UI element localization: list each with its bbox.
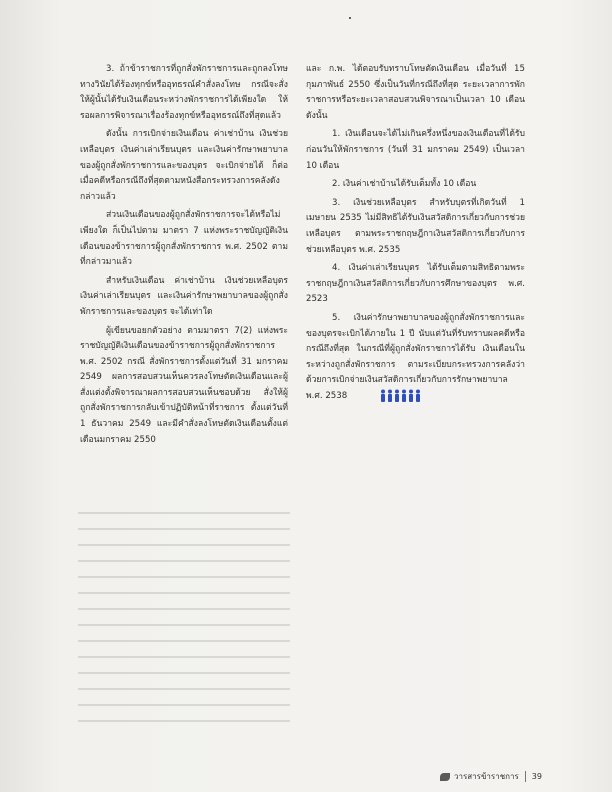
journal-logo-icon: [440, 773, 450, 781]
left-paragraph-3: ส่วนเงินเดือนของผู้ถูกสั่งพักราชการจะได้หรือไม่เพียงใด ก็เป็นไปตาม มาตรา 7 แห่งพระราชบัญญัติเงินเดือนของข้าราชการผู้ถูกสั่งพักราชการ พ.ศ. 2502 ตามที่กล่าวมาแล้ว: [80, 210, 288, 268]
binding-dot: [349, 17, 351, 19]
left-paragraph-2: ดังนั้น การเบิกจ่ายเงินเดือน ค่าเช่าบ้าน เงินช่วยเหลือบุตร เงินค่าเล่าเรียนบุตร และเงินค่ารักษาพยาบาลของผู้ถูกสั่งพักราชการและของบุตร จะเบิกจ่ายได้ ก็ต่อเมื่อคดีหรือกรณีถึงที่สุดตามหนังสือกระทรวงการคลังดังกล่าวแล้ว: [80, 129, 288, 202]
left-paragraph-5: ผู้เขียนขอยกตัวอย่าง ตามมาตรา 7(2) แห่งพระราชบัญญัติเงินเดือนของข้าราชการผู้ถูกสั่งพักราชการ พ.ศ. 2502 กรณี สั่งพักราชการตั้งแต่วันที่ 31 มกราคม 2549 ผลการสอบสวนเห็นควรลงโทษตัดเงินเดือนและผู้สั่งแต่งตั้งพิจารณาผลการสอบสวนเห็นชอบด้วย สั่งให้ผู้ถูกสั่งพักราชการกลับเข้าปฏิบัติหน้าที่ราชการ ตั้งแต่วันที่ 1 ธันวาคม 2549 และมีคำสั่งลงโทษตัดเงินเดือนตั้งแต่เดือนมกราคม 2550: [80, 325, 288, 445]
page-footer: [440, 770, 542, 783]
right-item-3: 3. เงินช่วยเหลือบุตร สำหรับบุตรที่เกิดวันที่ 1 เมษายน 2535 ไม่มีสิทธิได้รับเงินสวัสดิการเกี่ยวกับการช่วยเหลือบุตร ตามพระราชกฤษฎีกาเงินสวัสดิการเกี่ยวกับการช่วยเหลือบุตร พ.ศ. 2535: [306, 197, 525, 255]
right-item-2: 2. เงินค่าเช่าบ้านได้รับเต็มทั้ง 10 เดือน: [332, 179, 477, 190]
left-column: [80, 62, 288, 451]
right-paragraph-1: และ ก.พ. ได้ตอบรับทราบโทษตัดเงินเดือน เมื่อวันที่ 15 กุมภาพันธ์ 2550 ซึ่งเป็นวันที่กรณีถึงที่สุด ระยะเวลาการพักราชการหรือระยะเวลาสอบสวนพิจารณาเป็นเวลา 10 เดือน ดังนั้น: [306, 64, 525, 121]
left-paragraph-4: สำหรับเงินเดือน ค่าเช่าบ้าน เงินช่วยเหลือบุตร เงินค่าเล่าเรียนบุตร และเงินค่ารักษาพยาบาลของผู้ถูกสั่งพักราชการและของบุตร จะได้เท่าใด: [80, 275, 288, 317]
right-item-5: [306, 311, 525, 405]
show-through-text: [78, 512, 290, 742]
right-item-5-text: 5. เงินค่ารักษาพยาบาลของผู้ถูกสั่งพักราชการและของบุตรจะเบิกได้ภายใน 1 ปี นับแต่วันที่รับทราบผลคดีหรือกรณีถึงที่สุด ในกรณีที่ผู้ถูกสั่งพักราชการได้รับ เงินเดือนในระหว่างถูกสั่งพักราชการ ตามระเบียบกระทรวงการคลังว่าด้วยการเบิกจ่ายเงินสวัสดิการเกี่ยวกับการรักษาพยาบาล พ.ศ. 2538: [306, 312, 525, 401]
right-column: [306, 62, 525, 407]
right-item-4: 4. เงินค่าเล่าเรียนบุตร ได้รับเต็มตามสิทธิตามพระราชกฤษฎีกาเงินสวัสดิการเกี่ยวกับการศึกษาของบุตร พ.ศ. 2523: [306, 263, 525, 305]
journal-name: วารสารข้าราชการ: [454, 772, 519, 781]
people-figures-logo-icon: [353, 389, 399, 402]
right-item-1: 1. เงินเดือนจะได้ไม่เกินครึ่งหนึ่งของเงินเดือนที่ได้รับก่อนวันให้พักราชการ (วันที่ 31 มกราคม 2549) เป็นเวลา 10 เดือน: [306, 129, 525, 171]
left-paragraph-1: 3. ถ้าข้าราชการที่ถูกสั่งพักราชการและถูกลงโทษทางวินัยได้ร้องทุกข์หรืออุทธรณ์คำสั่งลงโทษ กรณีจะสั่งให้ผู้นั้นได้รับเงินเดือนระหว่างพักราชการได้เพียงใด ให้รอผลการพิจารณาเรื่องร้องทุกข์หรืออุทธรณ์ถึงที่สุดแล้ว: [80, 64, 288, 121]
footer-divider: [525, 771, 526, 782]
page-number: 39: [531, 772, 542, 781]
